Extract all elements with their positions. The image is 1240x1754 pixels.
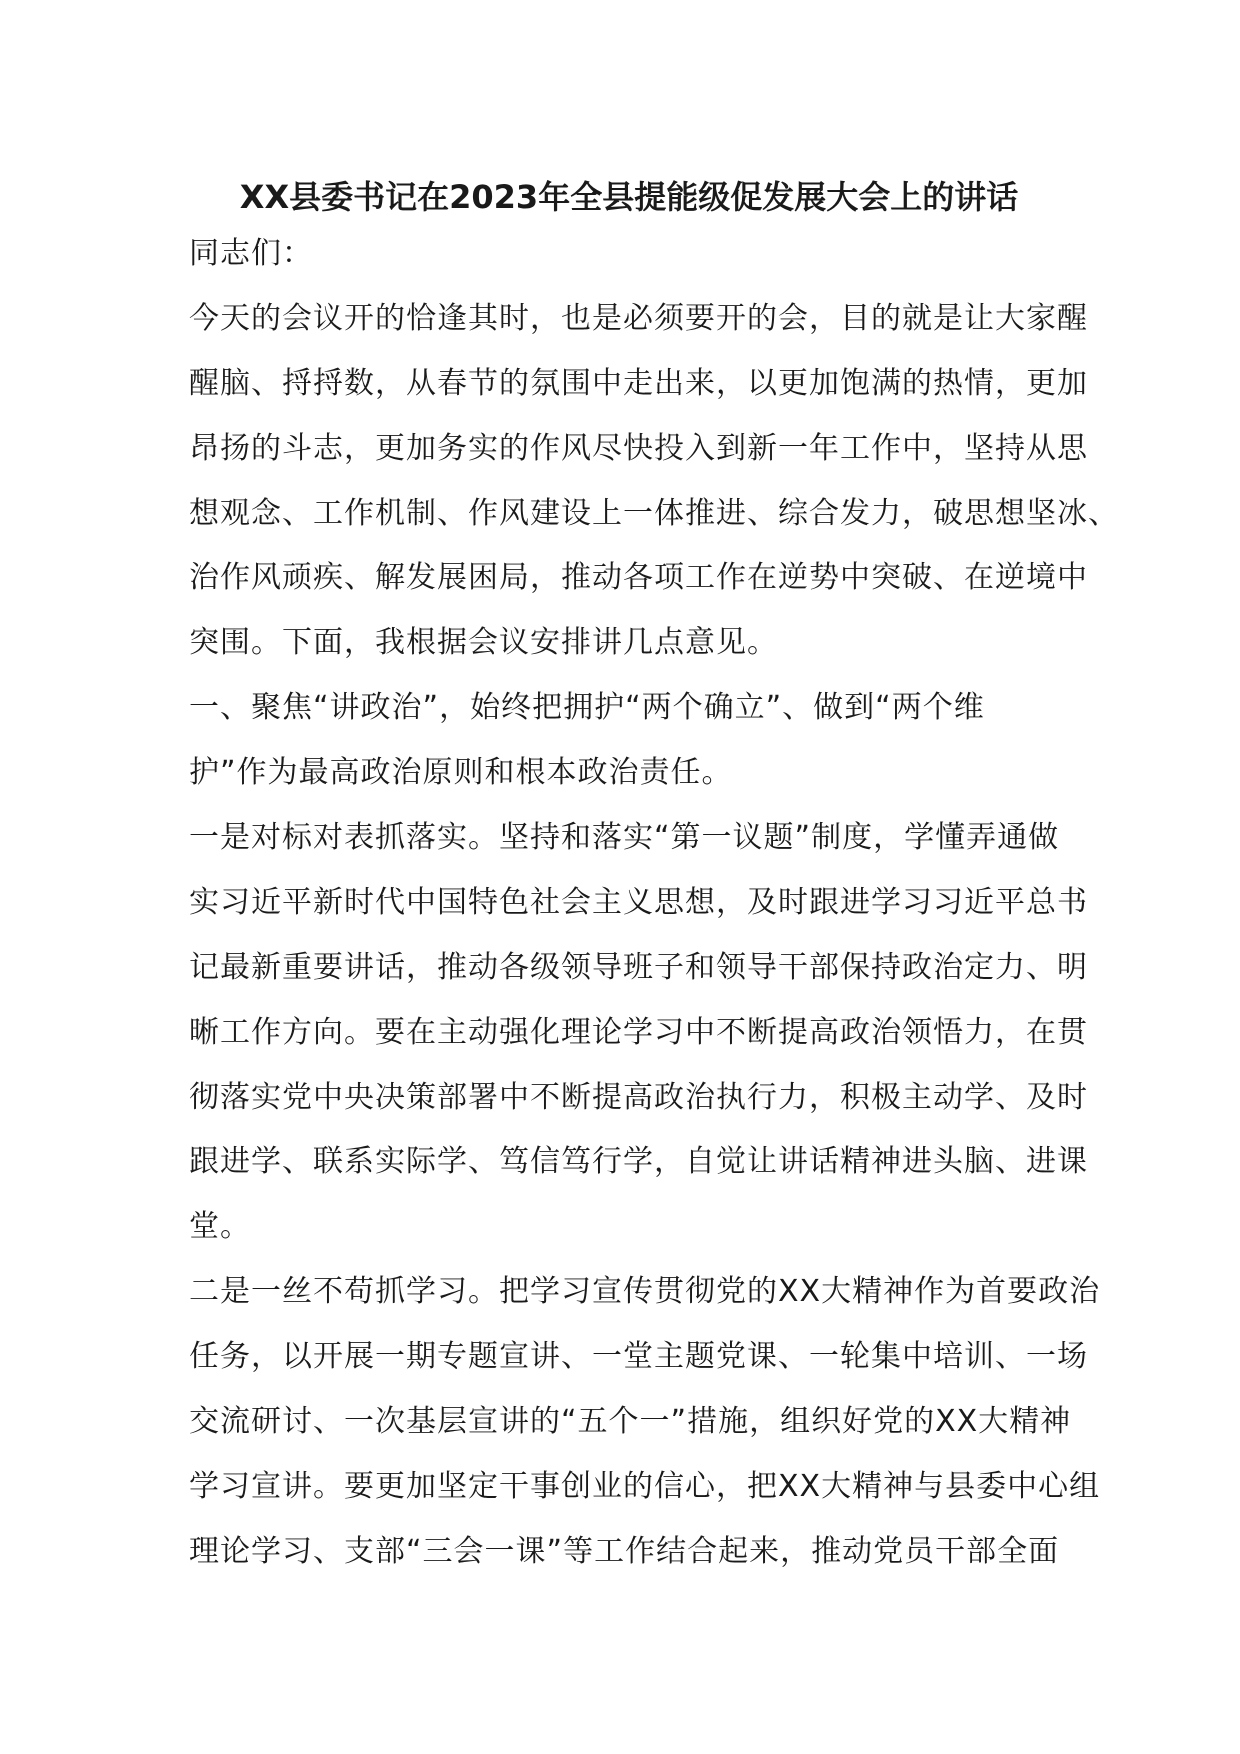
text-line: 任务，以开展一期专题宣讲、一堂主题党课、一轮集中培训、一场 xyxy=(189,1339,1088,1375)
section-heading-line: 护”作为最高政治原则和根本政治责任。 xyxy=(189,755,733,791)
greeting-line: 同志们： xyxy=(189,236,313,271)
document-title: XX县委书记在2023年全县提能级促发展大会上的讲话 xyxy=(239,178,1019,216)
text-line: 治作风顽疾、解发展困局，推动各项工作在逆势中突破、在逆境中 xyxy=(189,560,1088,596)
text-line: 实习近平新时代中国特色社会主义思想，及时跟进学习习近平总书 xyxy=(189,884,1088,920)
text-line: 记最新重要讲话，推动各级领导班子和领导干部保持政治定力、明 xyxy=(189,949,1088,985)
text-line: 昂扬的斗志，更加务实的作风尽快投入到新一年工作中，坚持从思 xyxy=(189,430,1088,466)
text-line: 醒脑、捋捋数，从春节的氛围中走出来，以更加饱满的热情，更加 xyxy=(189,365,1088,401)
text-line: 堂。 xyxy=(189,1209,251,1245)
text-line: 跟进学、联系实际学、笃信笃行学，自觉让讲话精神进头脑、进课 xyxy=(189,1144,1088,1180)
text-line: 学习宣讲。要更加坚定干事创业的信心，把XX大精神与县委中心组 xyxy=(189,1468,1101,1504)
text-line: 晰工作方向。要在主动强化理论学习中不断提高政治领悟力，在贯 xyxy=(189,1014,1088,1050)
section-heading-line: 一、聚焦“讲政治”，始终把拥护“两个确立”、做到“两个维 xyxy=(189,690,985,726)
text-line: 突围。下面，我根据会议安排讲几点意见。 xyxy=(189,625,778,661)
text-line: 二是一丝不苟抓学习。把学习宣传贯彻党的XX大精神作为首要政治 xyxy=(189,1274,1101,1310)
text-line: 彻落实党中央决策部署中不断提高政治执行力，积极主动学、及时 xyxy=(189,1079,1088,1115)
text-line: 交流研讨、一次基层宣讲的“五个一”措施，组织好党的XX大精神 xyxy=(189,1404,1072,1440)
document-body xyxy=(189,172,1119,1585)
text-line: 想观念、工作机制、作风建设上一体推进、综合发力，破思想坚冰、 xyxy=(189,495,1119,531)
text-line: 理论学习、支部“三会一课”等工作结合起来，推动党员干部全面 xyxy=(189,1533,1060,1569)
text-line: 今天的会议开的恰逢其时，也是必须要开的会，目的就是让大家醒 xyxy=(189,300,1088,336)
text-line: 一是对标对表抓落实。坚持和落实“第一议题”制度，学懂弄通做 xyxy=(189,820,1060,856)
